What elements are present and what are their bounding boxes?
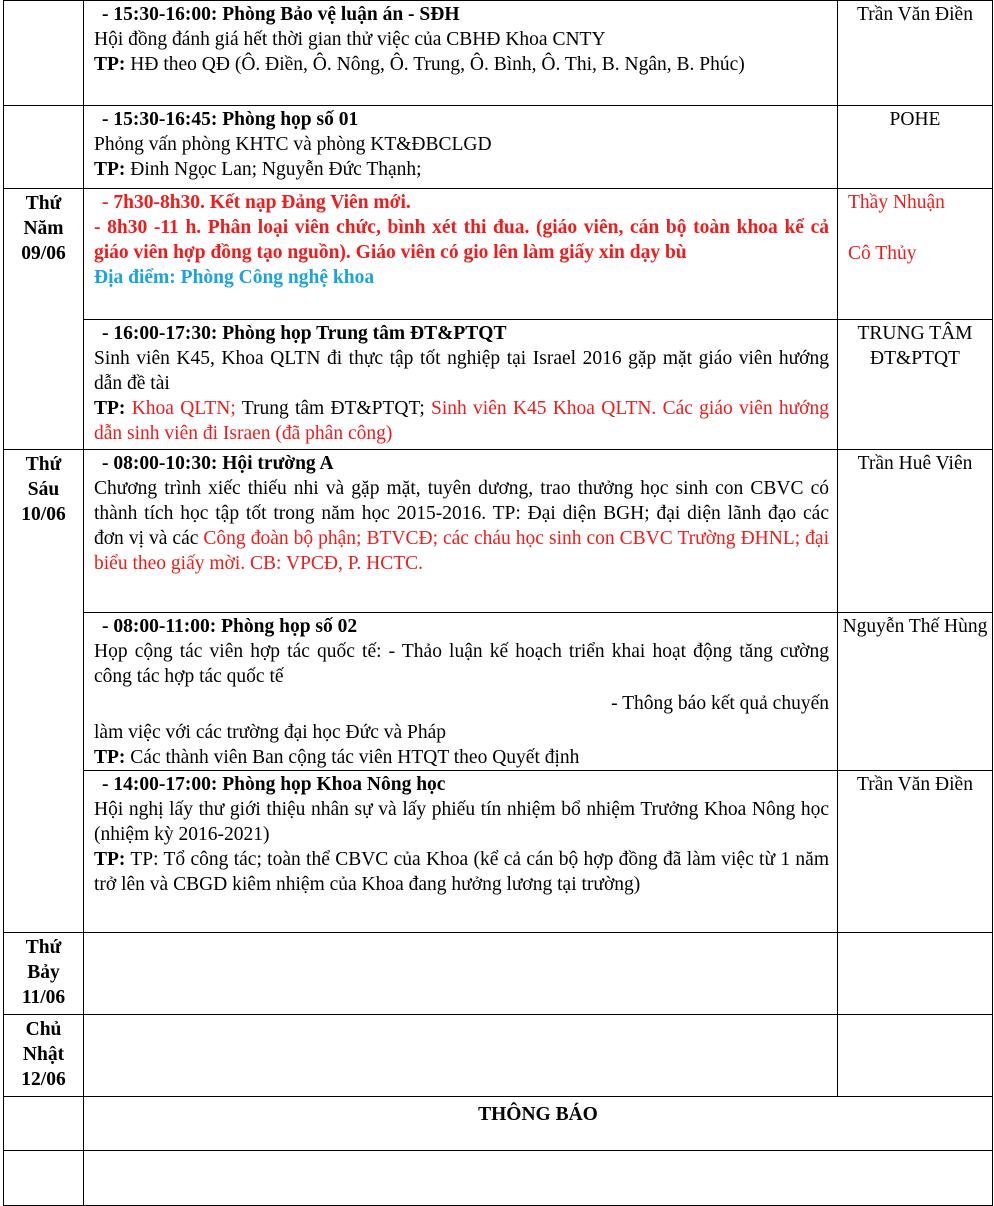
notice-cell: [84, 1097, 993, 1151]
host-cell: [838, 189, 993, 320]
table-row: [4, 1015, 993, 1097]
host-cell: [838, 613, 993, 771]
day-cell-saturday: [4, 933, 84, 1015]
host-cell: [838, 771, 993, 933]
event-text: Chương trình xiếc thiếu nhi và gặp mặt, tuyên dương, trao thưởng học sinh con CBVC có thành tích học tập tốt trong năm học 2015-2016. TP: Đại diện BGH; đại diện lãnh đạo các đơn vị và các: [94, 478, 829, 549]
notice-body-empty: [84, 1151, 993, 1206]
host-name: POHE: [889, 109, 941, 130]
event-heading: - 7h30-8h30. Kết nạp Đảng Viên mới.: [102, 192, 411, 213]
event-heading: - 15:30-16:00: Phòng Bảo vệ luận án - SĐH: [102, 4, 460, 25]
day-date: 12/06: [21, 1069, 66, 1090]
event-cell: [84, 613, 838, 771]
event-cell-empty: [84, 933, 838, 1015]
day-date: 09/06: [21, 243, 66, 264]
day-cell-sunday: [4, 1015, 84, 1097]
table-row: [4, 320, 993, 450]
day-cell-empty: [4, 1, 84, 106]
day-label: Thứ: [25, 454, 62, 475]
host-cell: [838, 1, 993, 106]
host-cell-empty: [838, 1015, 993, 1097]
day-label: Chủ: [25, 1019, 62, 1040]
table-row: [4, 1097, 993, 1151]
host-name: Trần Văn Điền: [857, 4, 973, 25]
table-row: [4, 106, 993, 189]
event-description: làm việc với các trường đại học Đức và Pháp: [94, 722, 447, 743]
tp-text: HĐ theo QĐ (Ô. Điền, Ô. Nông, Ô. Trung, Ô. Bình, Ô. Thi, B. Ngân, B. Phúc): [125, 54, 745, 75]
event-heading: - 08:00-10:30: Hội trường A: [102, 453, 334, 474]
host-name: TRUNG TÂM ĐT&PTQT: [857, 323, 973, 369]
event-participants: [94, 157, 829, 182]
day-label: Bảy: [27, 962, 60, 983]
day-cell-empty: [4, 1151, 84, 1206]
day-label: Sáu: [27, 479, 60, 500]
table-row: [4, 189, 993, 320]
event-cell: [84, 771, 838, 933]
event-cell-empty: [84, 1015, 838, 1097]
event-location: Địa điểm: Phòng Công nghệ khoa: [94, 267, 375, 288]
host-cell: [838, 450, 993, 613]
event-cell: [84, 189, 838, 320]
tp-label: TP:: [94, 849, 126, 870]
schedule-table: [3, 0, 993, 1206]
day-cell-thursday: [4, 189, 84, 450]
event-description: Họp cộng tác viên hợp tác quốc tế: - Thảo luận kế hoạch triển khai hoạt động tăng cường công tác hợp tác quốc tế: [94, 641, 829, 687]
event-description: Phỏng vấn phòng KHTC và phòng KT&ĐBCLGD: [94, 134, 492, 155]
tp-label: TP:: [94, 747, 126, 768]
event-description: Hội nghị lấy thư giới thiệu nhân sự và lấy phiếu tín nhiệm bổ nhiệm Trưởng Khoa Nông học (nhiệm kỳ 2016-2021): [94, 799, 829, 845]
notice-title: THÔNG BÁO: [478, 1104, 598, 1125]
host-cell: [838, 320, 993, 450]
event-description: - 8h30 -11 h. Phân loại viên chức, bình xét thi đua. (giáo viên, cán bộ toàn khoa kể cả giáo viên hợp đồng tạo nguồn). Giáo viên có gio lên làm giấy xin dạy bù: [94, 217, 829, 263]
day-cell-empty: [4, 106, 84, 189]
event-description: - Thông báo kết quả chuyến: [611, 693, 829, 714]
event-heading: - 16:00-17:30: Phòng họp Trung tâm ĐT&PTQT: [102, 323, 507, 344]
event-heading: - 14:00-17:00: Phòng họp Khoa Nông học: [102, 774, 446, 795]
event-cell: [84, 320, 838, 450]
host-name: Thầy Nhuận: [848, 192, 945, 213]
event-description: Sinh viên K45, Khoa QLTN đi thực tập tốt nghiệp tại Israel 2016 gặp mặt giáo viên hướng dẫn đề tài: [94, 348, 829, 394]
day-cell-friday: [4, 450, 84, 933]
day-label: Thứ: [25, 193, 62, 214]
host-name: Nguyễn Thế Hùng: [842, 616, 988, 637]
tp-text: Sinh viên K45 Khoa QLTN. Các giáo viên hướng dẫn sinh viên đi Israen (đã phân công): [94, 398, 829, 444]
event-participants: [94, 52, 829, 77]
tp-text: Các thành viên Ban cộng tác viên HTQT theo Quyết định: [125, 747, 580, 768]
event-participants: [94, 847, 829, 897]
day-label: Thứ: [25, 937, 62, 958]
tp-text: TP: Tổ công tác; toàn thể CBVC của Khoa (kể cả cán bộ hợp đồng đã làm việc từ 1 năm trở lên và CBGD kiêm nhiệm của Khoa đang hưởng lương tại trường): [94, 849, 829, 895]
table-row: [4, 1151, 993, 1206]
host-name: Trần Văn Điền: [857, 774, 973, 795]
event-cell: [84, 1, 838, 106]
event-text-highlight: Công đoàn bộ phận; BTVCĐ; các cháu học sinh con CBVC Trường ĐHNL; đại biểu theo giấy mời. CB: VPCĐ, P. HCTC.: [94, 528, 829, 574]
event-description: Hội đồng đánh giá hết thời gian thử việc của CBHĐ Khoa CNTY: [94, 29, 606, 50]
table-row: [4, 933, 993, 1015]
event-participants: [94, 396, 829, 446]
event-participants: [94, 745, 829, 770]
day-date: 11/06: [21, 987, 66, 1008]
event-heading: - 08:00-11:00: Phòng họp số 02: [102, 616, 358, 637]
event-cell: [84, 106, 838, 189]
table-row: [4, 1, 993, 106]
host-cell: [838, 106, 993, 189]
day-cell-empty: [4, 1097, 84, 1151]
event-heading: - 15:30-16:45: Phòng họp số 01: [102, 109, 359, 130]
tp-text: Đinh Ngọc Lan; Nguyễn Đức Thạnh;: [125, 159, 422, 180]
tp-label: TP:: [94, 159, 126, 180]
table-row: [4, 613, 993, 771]
table-row: [4, 771, 993, 933]
tp-text: Khoa QLTN;: [125, 398, 236, 419]
day-label: Năm: [23, 218, 64, 239]
table-row: [4, 450, 993, 613]
tp-label: TP:: [94, 54, 126, 75]
tp-text: Trung tâm ĐT&PTQT;: [235, 398, 425, 419]
day-label: Nhật: [22, 1044, 65, 1065]
host-name: Cô Thủy: [848, 243, 917, 264]
event-description: [94, 476, 829, 576]
day-date: 10/06: [21, 504, 66, 525]
event-cell: [84, 450, 838, 613]
host-name: Trần Huê Viên: [857, 453, 973, 474]
host-cell-empty: [838, 933, 993, 1015]
tp-label: TP:: [94, 398, 126, 419]
